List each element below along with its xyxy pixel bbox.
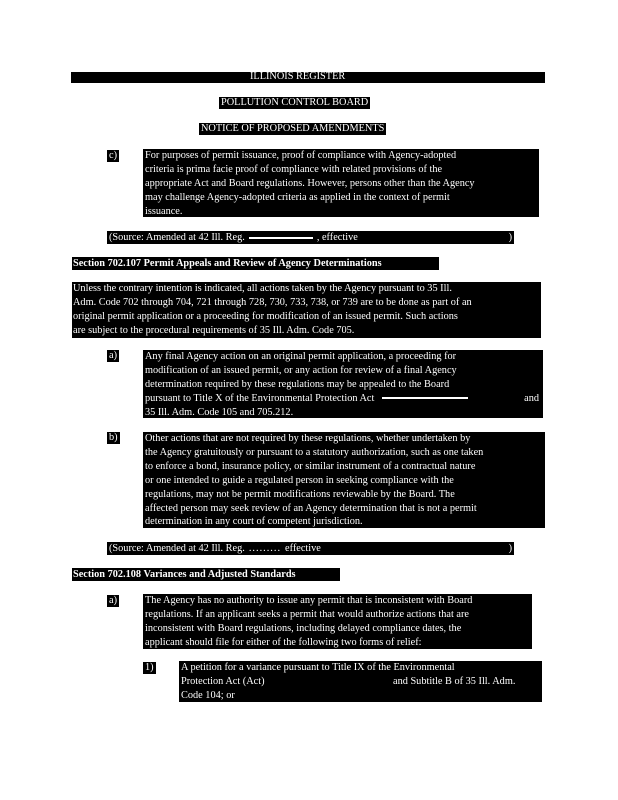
section-107-a-text: Any final Agency action on an original permit application, a proceeding for modification of an issued permit, or any action for review of a final Agency determination required by these regulations may be appealed to the Board pursuant to Title X of the Environmental Protection Act and 35 Ill. Adm. Code 105 and 705.212. (143, 350, 543, 418)
section-107-heading: Section 702.107 Permit Appeals and Review of Agency Determinations (72, 257, 439, 270)
register-title: ILLINOIS REGISTER (250, 71, 346, 82)
section-107-a-marker: a) (109, 350, 117, 361)
section-108-a-text: The Agency has no authority to issue any permit that is inconsistent with Board regulations. If an applicant seeks a permit that would authorize actions that are inconsistent with Board regulations, including delayed compliance dates, the applicant should file for either of the following two forms of relief: (143, 594, 532, 649)
section-108-a1-marker: 1) (145, 662, 154, 673)
section-107-intro: Unless the contrary intention is indicated, all actions taken by the Agency pursuant to 35 Ill. Adm. Code 702 through 704, 721 through 728, 730, 733, 738, or 739 are to be done as part of an original permit application or a proceeding for modification of an issued permit. Such actions are subject to the procedural requirements of 35 Ill. Adm. Code 705. (72, 282, 541, 338)
section-107-b-marker: b) (109, 432, 118, 443)
section-108-heading: Section 702.108 Variances and Adjusted Standards (72, 568, 340, 581)
source-note-2: (Source: Amended at 42 Ill. Reg. ......... effective ) (109, 543, 512, 554)
notice-title: NOTICE OF PROPOSED AMENDMENTS (201, 123, 385, 134)
section-108-a1-text: A petition for a variance pursuant to Title IX of the Environmental Protection Act (Act) and Subtitle B of 35 Ill. Adm. Code 104; or (179, 661, 542, 702)
board-title: POLLUTION CONTROL BOARD (221, 97, 369, 108)
item-c-text: For purposes of permit issuance, proof of compliance with Agency-adopted criteria is prima facie proof of compliance with related provisions of the appropriate Act and Board regulations. However, persons other than the Agency may challenge Agency-adopted criteria as applied in the context of permit issuance. (143, 149, 539, 217)
section-108-a-marker: a) (109, 595, 117, 606)
source-note-1: (Source: Amended at 42 Ill. Reg. , effective ) (109, 232, 512, 243)
section-107-b-text: Other actions that are not required by these regulations, whether undertaken by the Agency gratuitously or pursuant to a statutory authorization, such as one taken to enforce a bond, insurance policy, or similar instrument of a contractual nature or one intended to guide a regulated person in seeking compliance with the regulations, may not be permit modifications reviewable by the Board. The affected person may seek review of an Agency determination that is not a permit determination in any court of competent jurisdiction. (143, 432, 545, 528)
item-c-marker: c) (109, 150, 117, 161)
